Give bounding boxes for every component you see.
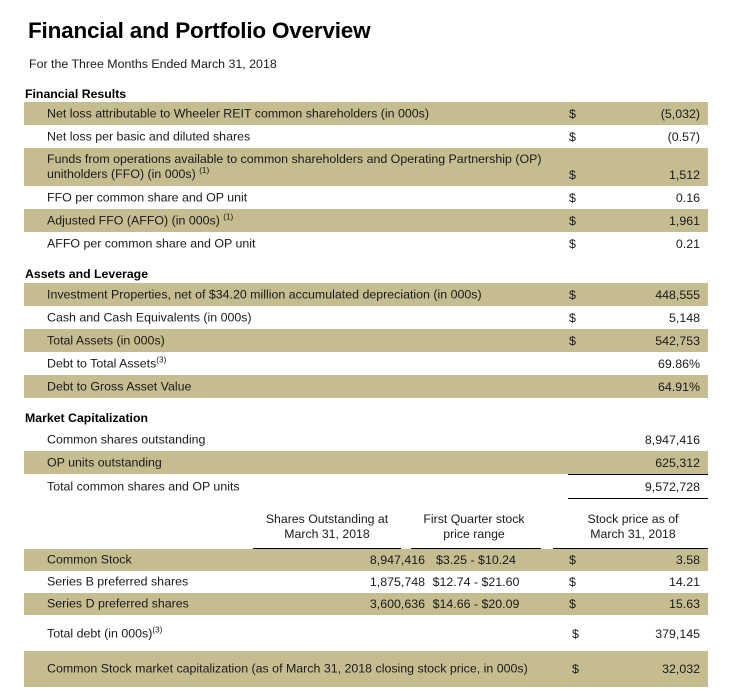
section-heading-financial-results: Financial Results — [25, 87, 127, 101]
total-rule — [568, 498, 708, 499]
row-label — [47, 626, 162, 641]
row-currency: $ — [569, 310, 576, 325]
table-row — [24, 375, 708, 398]
section-heading-market-capitalization: Market Capitalization — [25, 411, 148, 425]
table-row — [24, 593, 708, 615]
row-currency: $ — [569, 106, 576, 121]
row-value: 1,512 — [668, 168, 700, 182]
row-currency: $ — [569, 553, 576, 567]
table-row — [24, 329, 708, 352]
footnote-marker: (1) — [223, 211, 234, 221]
table-row — [24, 451, 708, 474]
table-row — [24, 186, 708, 209]
table-row — [24, 125, 708, 148]
row-value: 542,753 — [655, 333, 700, 348]
page-title: Financial and Portfolio Overview — [28, 18, 371, 43]
row-value: 0.16 — [675, 190, 700, 205]
row-currency: $ — [572, 662, 579, 676]
row-currency: $ — [569, 168, 576, 182]
table-row — [24, 232, 708, 255]
row-currency: $ — [569, 575, 576, 589]
row-price-range: $3.25 - $10.24 — [436, 553, 516, 567]
row-currency: $ — [569, 213, 576, 228]
row-label — [47, 213, 233, 228]
footnote-marker: (3) — [156, 354, 167, 364]
row-currency: $ — [569, 287, 576, 302]
column-header-stock-price — [558, 512, 708, 542]
table-row — [24, 209, 708, 232]
row-shares: 1,875,748 — [369, 575, 425, 589]
column-header-price-range — [408, 512, 540, 542]
row-currency: $ — [569, 129, 576, 144]
row-label: Cash and Cash Equivalents (in 000s) — [47, 309, 252, 324]
table-row-total-debt — [24, 621, 708, 647]
table-row — [24, 148, 708, 186]
row-label-text: Total debt (in 000s) — [47, 626, 153, 641]
row-value: 625,312 — [655, 455, 700, 470]
table-row — [24, 571, 708, 593]
row-label: Net loss per basic and diluted shares — [47, 128, 251, 143]
row-value: 0.21 — [675, 236, 700, 251]
row-value: 8,947,416 — [644, 432, 700, 447]
row-value: 64.91% — [657, 379, 700, 394]
footnote-marker: (3) — [152, 625, 163, 635]
row-value: 32,032 — [662, 662, 700, 676]
row-label — [47, 356, 166, 371]
row-label: Common Stock market capitalization (as of March 31, 2018 closing stock price, in 000s) — [47, 661, 528, 676]
row-currency: $ — [569, 190, 576, 205]
row-label: Common Stock — [47, 552, 132, 567]
row-value: 9,572,728 — [644, 479, 700, 494]
row-price-range: $14.66 - $20.09 — [432, 597, 520, 611]
column-header-line-1: Shares Outstanding at — [265, 512, 389, 526]
row-value: (0.57) — [667, 129, 700, 144]
row-currency: $ — [569, 597, 576, 611]
row-label: AFFO per common share and OP unit — [47, 235, 256, 250]
row-value: 1,961 — [668, 213, 700, 228]
column-header-line-2: March 31, 2018 — [590, 527, 676, 541]
column-header-line-1: Stock price as of — [587, 512, 679, 526]
row-shares: 3,600,636 — [369, 597, 425, 611]
row-label-text: Adjusted FFO (AFFO) (in 000s) — [47, 212, 220, 227]
row-shares: 8,947,416 — [369, 553, 425, 567]
table-row — [24, 549, 708, 571]
column-header-shares-outstanding — [253, 512, 401, 542]
row-label: Series B preferred shares — [47, 574, 189, 589]
row-price: 15.63 — [668, 597, 700, 611]
row-label-text: Debt to Total Assets — [47, 355, 157, 370]
column-header-line-2: price range — [443, 527, 505, 541]
row-value: 5,148 — [668, 310, 700, 325]
row-label: Net loss attributable to Wheeler REIT common shareholders (in 000s) — [47, 105, 429, 120]
row-value: 69.86% — [657, 356, 700, 371]
row-currency: $ — [569, 333, 576, 348]
section-heading-assets-and-leverage: Assets and Leverage — [25, 267, 149, 281]
row-value: 448,555 — [655, 287, 700, 302]
row-label-text: Funds from operations available to common shareholders and Operating Partnership (OP) unitholders (FFO) (in 000s) — [47, 151, 542, 181]
row-label: Total common shares and OP units — [47, 478, 240, 493]
footnote-marker: (1) — [199, 165, 210, 175]
page-subtitle: For the Three Months Ended March 31, 2018 — [29, 57, 277, 71]
row-label: Investment Properties, net of $34.20 million accumulated depreciation (in 000s) — [47, 286, 482, 301]
row-label: FFO per common share and OP unit — [47, 189, 248, 204]
row-price: 14.21 — [668, 575, 700, 589]
row-label: OP units outstanding — [47, 454, 162, 469]
row-value: (5,032) — [660, 106, 700, 121]
table-row — [24, 428, 708, 451]
table-row — [24, 352, 708, 375]
table-row — [24, 102, 708, 125]
table-row-market-cap — [24, 651, 708, 687]
row-label: Total Assets (in 000s) — [47, 332, 165, 347]
row-value: 379,145 — [655, 627, 700, 641]
row-currency: $ — [569, 236, 576, 251]
row-price-range: $12.74 - $21.60 — [432, 575, 520, 589]
row-label: Debt to Gross Asset Value — [47, 378, 192, 393]
table-row — [24, 306, 708, 329]
column-header-line-1: First Quarter stock — [423, 512, 525, 526]
row-label: Series D preferred shares — [47, 596, 189, 611]
row-label — [47, 152, 592, 182]
table-row — [24, 475, 708, 498]
row-currency: $ — [572, 627, 579, 641]
row-label: Common shares outstanding — [47, 431, 206, 446]
table-row — [24, 283, 708, 306]
row-price: 3.58 — [675, 553, 700, 567]
column-header-line-2: March 31, 2018 — [284, 527, 370, 541]
